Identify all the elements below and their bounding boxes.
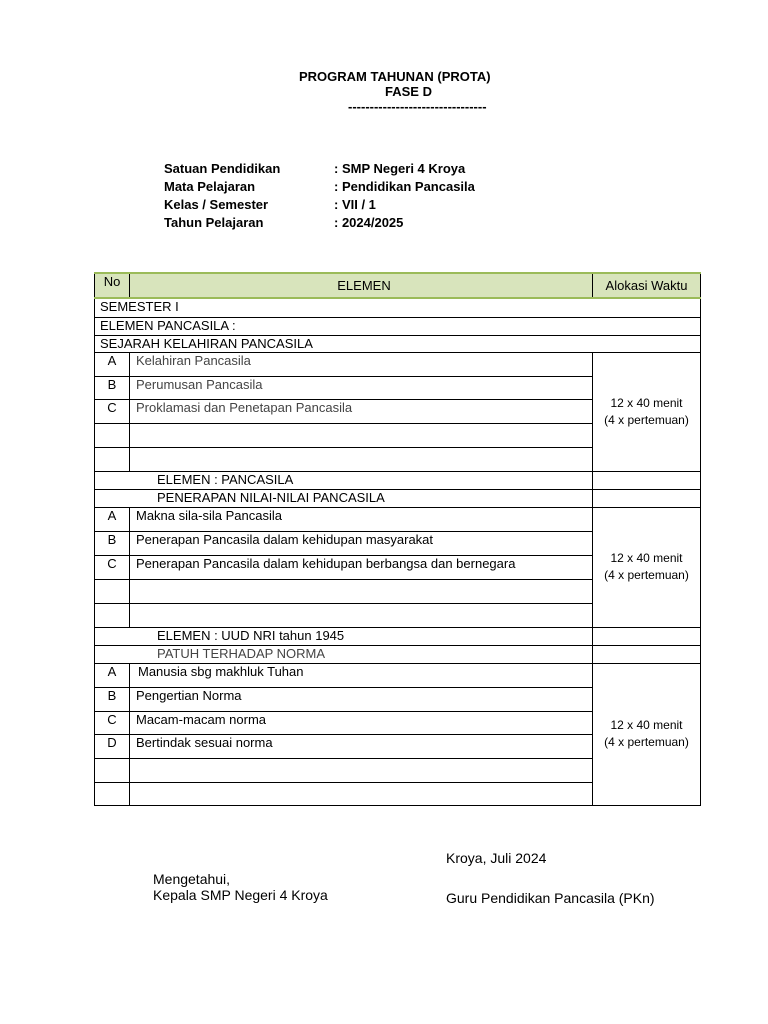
table-row bbox=[95, 352, 701, 376]
alloc-duration: 12 x 40 menit bbox=[610, 395, 683, 410]
header-no: No bbox=[95, 273, 130, 298]
row-text: Perumusan Pancasila bbox=[130, 376, 593, 399]
row-text: Pengertian Norma bbox=[130, 687, 593, 711]
section3-alloc bbox=[593, 663, 701, 805]
section3-title: ELEMEN : UUD NRI tahun 1945 bbox=[95, 627, 593, 645]
row-no: A bbox=[95, 352, 130, 376]
section1-subtitle: SEJARAH KELAHIRAN PANCASILA bbox=[95, 335, 701, 352]
section1-alloc bbox=[593, 352, 701, 471]
row-no: B bbox=[95, 376, 130, 399]
section1-title: ELEMEN PANCASILA : bbox=[95, 317, 701, 335]
prota-table bbox=[94, 272, 701, 806]
row-text: Bertindak sesuai norma bbox=[130, 734, 593, 758]
info-label-mapel: Mata Pelajaran bbox=[164, 179, 256, 194]
row-text: Macam-macam norma bbox=[130, 711, 593, 734]
table-row bbox=[95, 507, 701, 531]
alloc-duration: 12 x 40 menit bbox=[610, 551, 683, 565]
table-header-row bbox=[95, 273, 701, 298]
row-no: C bbox=[95, 555, 130, 579]
section-title-row bbox=[95, 317, 701, 335]
info-label-kelas: Kelas / Semester bbox=[164, 197, 269, 212]
section-title-row bbox=[95, 627, 701, 645]
section-subtitle-row bbox=[95, 645, 701, 663]
info-value-tahun: : 2024/2025 bbox=[334, 215, 404, 230]
row-no: A bbox=[95, 507, 130, 531]
row-text: Penerapan Pancasila dalam kehidupan masyarakat bbox=[130, 531, 593, 555]
alloc-meetings: (4 x pertemuan) bbox=[604, 735, 689, 749]
semester-row bbox=[95, 298, 701, 317]
alloc-meetings: (4 x pertemuan) bbox=[604, 412, 689, 427]
row-no: A bbox=[95, 663, 130, 687]
row-no: D bbox=[95, 734, 130, 758]
row-no: B bbox=[95, 687, 130, 711]
alloc-duration: 12 x 40 menit bbox=[610, 718, 683, 732]
header-alokasi: Alokasi Waktu bbox=[593, 273, 701, 298]
semester-label: SEMESTER I bbox=[95, 298, 701, 317]
info-value-mapel: : Pendidikan Pancasila bbox=[334, 179, 475, 194]
info-value-satuan: : SMP Negeri 4 Kroya bbox=[334, 161, 466, 176]
page-title: PROGRAM TAHUNAN (PROTA) bbox=[299, 69, 491, 84]
row-no: C bbox=[95, 711, 130, 734]
row-text: Makna sila-sila Pancasila bbox=[130, 507, 593, 531]
row-text: Proklamasi dan Penetapan Pancasila bbox=[130, 399, 593, 423]
row-no: B bbox=[95, 531, 130, 555]
place-date: Kroya, Juli 2024 bbox=[446, 850, 547, 866]
row-text: Manusia sbg makhluk Tuhan bbox=[130, 663, 593, 687]
table-row bbox=[95, 663, 701, 687]
info-label-satuan: Satuan Pendidikan bbox=[164, 161, 281, 176]
header-elemen: ELEMEN bbox=[130, 273, 593, 298]
acknowledged-label: Mengetahui, bbox=[153, 871, 231, 887]
row-text: Kelahiran Pancasila bbox=[130, 352, 593, 376]
title-divider: -------------------------------- bbox=[348, 99, 487, 114]
section-title-row bbox=[95, 471, 701, 489]
info-value-kelas: : VII / 1 bbox=[334, 197, 376, 212]
section2-subtitle: PENERAPAN NILAI-NILAI PANCASILA bbox=[95, 489, 593, 507]
row-text: Penerapan Pancasila dalam kehidupan berbangsa dan bernegara bbox=[130, 555, 593, 579]
teacher-title: Guru Pendidikan Pancasila (PKn) bbox=[446, 890, 655, 906]
section-subtitle-row bbox=[95, 335, 701, 352]
row-no: C bbox=[95, 399, 130, 423]
alloc-meetings: (4 x pertemuan) bbox=[604, 568, 689, 582]
section3-subtitle: PATUH TERHADAP NORMA bbox=[95, 645, 593, 663]
info-label-tahun: Tahun Pelajaran bbox=[164, 215, 264, 230]
section-subtitle-row bbox=[95, 489, 701, 507]
principal-title: Kepala SMP Negeri 4 Kroya bbox=[153, 887, 328, 903]
section2-title: ELEMEN : PANCASILA bbox=[95, 471, 593, 489]
page-subtitle: FASE D bbox=[385, 84, 432, 99]
section2-alloc bbox=[593, 507, 701, 627]
